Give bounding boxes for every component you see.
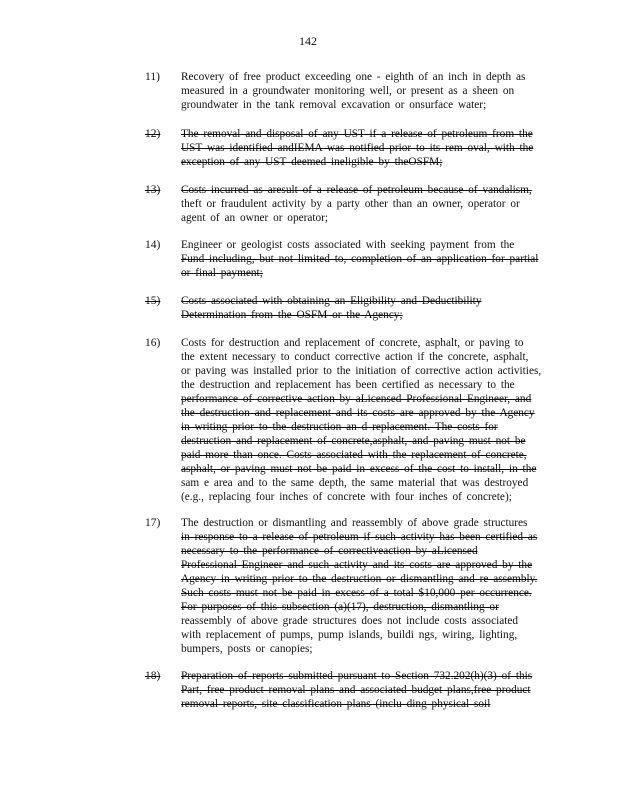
text-line: or paving was installed prior to the initiation of corrective action activities, <box>181 365 542 377</box>
text-line: the extent necessary to conduct corrective action if the concrete, asphalt, <box>181 351 529 363</box>
text-line: measured in a groundwater monitoring well, or present as a sheen on <box>181 85 515 97</box>
struck-text-line: Determination from the OSFM or the Agency; <box>181 309 403 321</box>
struck-text-line: Costs associated with obtaining an Eligibility and Deductibility <box>181 295 482 307</box>
struck-text-line: performance of corrective action by aLicensed Professional Engineer, and <box>181 393 532 405</box>
struck-text-line: the destruction and replacement and its costs are approved by the Agency <box>181 407 535 419</box>
text-line: the destruction and replacement has been certified as necessary to the <box>181 379 515 391</box>
struck-text-line: Fund including, but not limited to, completion of an application for partial <box>181 253 539 265</box>
struck-text-line: The removal and disposal of any UST if a release of petroleum from the <box>181 128 533 140</box>
struck-text-line: or final payment; <box>181 267 263 279</box>
struck-text-line: Such costs must not be paid in excess of a total $10,000 per occurrence. <box>181 587 532 599</box>
item-number: 17) <box>145 517 161 529</box>
item-number: 13) <box>145 184 161 196</box>
text-line: (e.g., replacing four inches of concrete with four inches of concrete); <box>181 491 512 503</box>
text-line: bumpers, posts or canopies; <box>181 643 313 655</box>
struck-text-line: Professional Engineer and such activity and its costs are approved by the <box>181 559 533 571</box>
struck-text-line: For purposes of this subsection (a)(17), destruction, dismantling or <box>181 601 499 613</box>
text-line: sam e area and to the same depth, the same material that was destroyed <box>181 477 529 489</box>
item-number: 16) <box>145 337 161 349</box>
struck-text-line: exception of any UST deemed ineligible by theOSFM; <box>181 156 443 168</box>
struck-text-line: Preparation of reports submitted pursuant to Section 732.202(h)(3) of this <box>181 670 533 682</box>
text-line: groundwater in the tank removal excavation or onsurface water; <box>181 99 487 111</box>
text-line: agent of an owner or operator; <box>181 212 329 224</box>
struck-text-line: Part, free product removal plans and associated budget plans,free product <box>181 684 531 696</box>
text-line: Recovery of free product exceeding one - eighth of an inch in depth as <box>181 71 526 83</box>
item-number: 14) <box>145 239 161 251</box>
struck-text-line: in writing prior to the destruction an d replacement. The costs for <box>181 421 498 433</box>
text-line: with replacement of pumps, pump islands, buildi ngs, wiring, lighting, <box>181 629 518 641</box>
item-number: 11) <box>145 71 160 83</box>
text-line: reassembly of above grade structures does not include costs associated <box>181 615 519 627</box>
struck-text-line: paid more than once. Costs associated with the replacement of concrete, <box>181 449 527 461</box>
text-line: Costs for destruction and replacement of concrete, asphalt, or paving to <box>181 337 524 349</box>
struck-text-line: UST was identified andIEMA was notified prior to its rem oval, with the <box>181 142 534 154</box>
text-line: The destruction or dismantling and reassembly of above grade structures <box>181 517 528 529</box>
item-number: 18) <box>145 670 161 682</box>
text-line: Engineer or geologist costs associated with seeking payment from the <box>181 239 515 251</box>
struck-text-line: Costs incurred as aresult of a release of petroleum because of vandalism, <box>181 184 532 196</box>
struck-text-line: Agency in writing prior to the destruction or dismantling and re assembly. <box>181 573 538 585</box>
item-number: 15) <box>145 295 161 307</box>
item-number: 12) <box>145 128 161 140</box>
page-number: 142 <box>299 34 317 48</box>
struck-text-line: removal reports, site classification plans (inclu ding physical soil <box>181 698 491 710</box>
struck-text-line: necessary to the performance of correctiveaction by aLicensed <box>181 545 478 557</box>
struck-text-line: destruction and replacement of concrete,asphalt, and paving must not be <box>181 435 526 447</box>
struck-text-line: asphalt, or paving must not be paid in excess of the cost to install, in the <box>181 463 537 475</box>
struck-text-line: in response to a release of petroleum if such activity has been certified as <box>181 531 538 543</box>
text-line: theft or fraudulent activity by a party other than an owner, operator or <box>181 198 520 210</box>
